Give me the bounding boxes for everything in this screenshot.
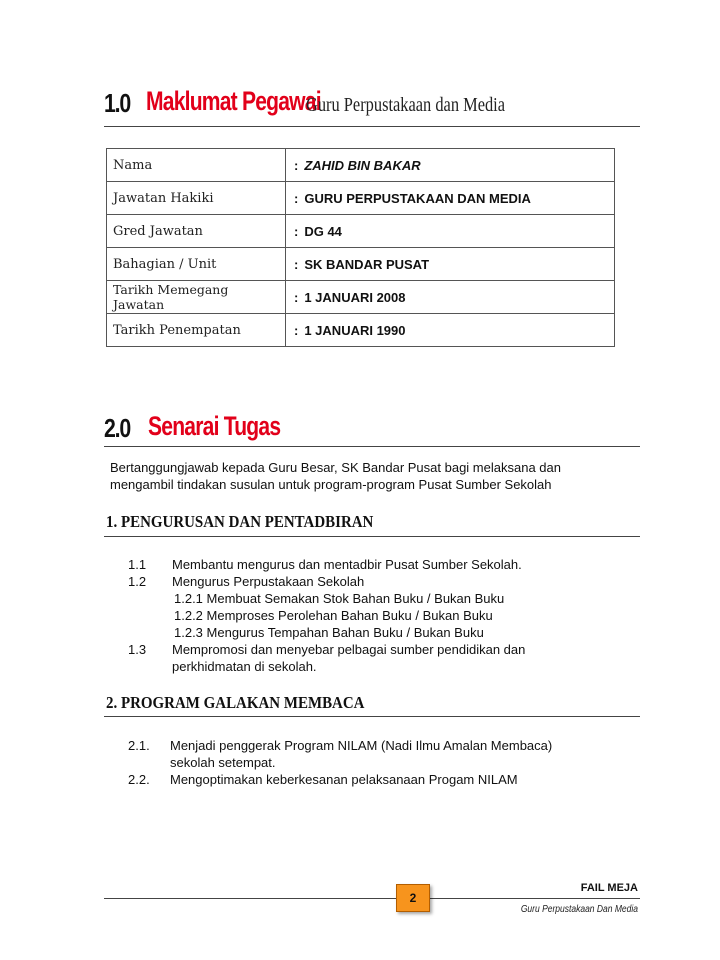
section-2-title: Senarai Tugas [148,411,281,441]
footer-divider [104,898,640,899]
intro-line: mengambil tindakan susulan untuk program-program Pusat Sumber Sekolah [110,477,552,492]
table-row [107,248,615,281]
part-2-divider [104,716,640,717]
intro-line: Bertanggungjawab kepada Guru Besar, SK Bandar Pusat bagi melaksana dan [110,460,561,475]
section-1-title: Maklumat Pegawai [146,86,321,116]
row-label: Tarikh Penempatan [107,314,286,347]
page-number-badge: 2 [396,884,430,912]
table-row [107,314,615,347]
part-1-divider [104,536,640,537]
row-value: : DG 44 [286,215,615,248]
table-row [107,149,615,182]
footer-title: FAIL MEJA [580,882,638,894]
table-row [107,182,615,215]
row-label: Tarikh Memegang Jawatan [107,281,286,314]
section-1-divider [104,126,640,127]
section-1-subtitle: Guru Perpustakaan dan Media [306,94,506,116]
row-label: Gred Jawatan [107,215,286,248]
row-label: Nama [107,149,286,182]
footer-subtitle: Guru Perpustakaan Dan Media [520,904,638,915]
section-2-number: 2.0 [104,413,130,443]
section-1-number: 1.0 [104,88,130,118]
row-value: : 1 JANUARI 2008 [286,281,615,314]
row-label: Bahagian / Unit [107,248,286,281]
section-2-intro [110,459,630,493]
table-row [107,281,615,314]
row-value: : 1 JANUARI 1990 [286,314,615,347]
part-1-heading: 1. PENGURUSAN DAN PENTADBIRAN [106,512,374,531]
row-label: Jawatan Hakiki [107,182,286,215]
row-value: : GURU PERPUSTAKAAN DAN MEDIA [286,182,615,215]
row-value: : SK BANDAR PUSAT [286,248,615,281]
row-value: : ZAHID BIN BAKAR [286,149,615,182]
part-2-heading: 2. PROGRAM GALAKAN MEMBACA [106,693,365,712]
table-row [107,215,615,248]
section-2-divider [104,446,640,447]
officer-info-table [106,148,615,347]
